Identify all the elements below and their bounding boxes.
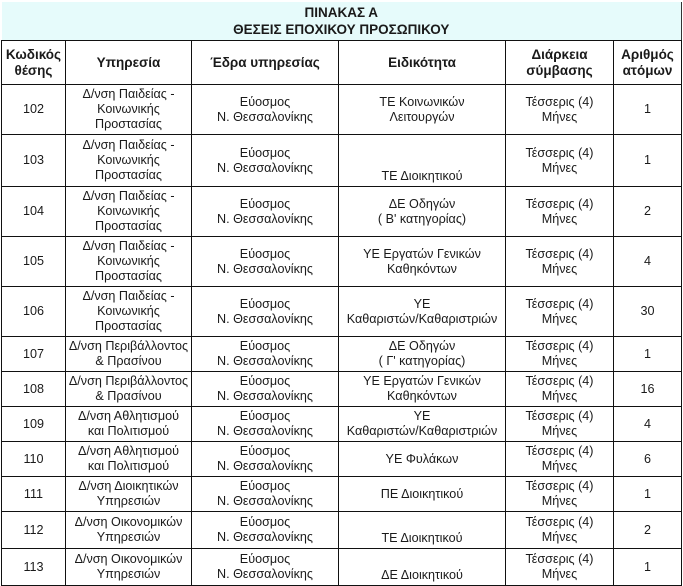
cell-service-text: Δ/νση Παιδείας - Κοινωνικής Προστασίας: [82, 189, 175, 233]
cell-count: [614, 187, 682, 237]
table-row: [2, 135, 682, 187]
cell-duration-text: Τέσσερις (4) Μήνες: [525, 296, 594, 326]
cell-duration-text: Τέσσερις (4) Μήνες: [525, 479, 594, 508]
cell-seat: [192, 477, 339, 512]
cell-duration-text: Τέσσερις (4) Μήνες: [525, 444, 594, 473]
cell-count-text: 2: [644, 522, 652, 537]
cell-seat-text: Εύοσμος Ν. Θεσσαλονίκης: [217, 552, 313, 581]
cell-seat-text: Εύοσμος Ν. Θεσσαλονίκης: [217, 515, 313, 544]
cell-code-text: 112: [23, 522, 44, 537]
cell-seat-text: Εύοσμος Ν. Θεσσαλονίκης: [217, 374, 313, 403]
cell-code: [2, 477, 66, 512]
cell-service: [66, 135, 192, 187]
cell-specialty: [339, 135, 506, 187]
cell-service: [66, 337, 192, 372]
cell-seat-text: Εύοσμος Ν. Θεσσαλονίκης: [217, 296, 313, 326]
table-row: [2, 477, 682, 512]
column-header-row: [2, 41, 682, 85]
cell-specialty: [339, 287, 506, 337]
cell-count-text: 1: [644, 153, 652, 167]
cell-service: [66, 407, 192, 442]
cell-count: [614, 287, 682, 337]
cell-code: [2, 187, 66, 237]
cell-specialty: [339, 407, 506, 442]
cell-duration-text: Τέσσερις (4) Μήνες: [525, 145, 594, 175]
cell-seat-text: Εύοσμος Ν. Θεσσαλονίκης: [217, 246, 313, 276]
cell-count-text: 6: [644, 451, 652, 466]
cell-duration: [506, 512, 614, 549]
cell-seat: [192, 237, 339, 287]
table-row: [2, 85, 682, 135]
table-row: [2, 442, 682, 477]
cell-duration-text: Τέσσερις (4) Μήνες: [525, 246, 594, 276]
table-title: [2, 2, 682, 41]
cell-count: [614, 237, 682, 287]
cell-specialty-text: ΠΕ Διοικητικού: [380, 486, 464, 501]
cell-code: [2, 85, 66, 135]
cell-code-text: 105: [22, 254, 44, 268]
cell-specialty-text: ΥΕ Εργατών Γενικών Καθηκόντων: [363, 374, 481, 403]
cell-count-text: 1: [644, 102, 652, 116]
cell-specialty-text: ΤΕ Διοικητικού: [381, 169, 463, 183]
cell-seat: [192, 407, 339, 442]
cell-code-text: 106: [22, 304, 44, 318]
cell-seat: [192, 512, 339, 549]
col-header-specialty-label: Ειδικότητα: [388, 54, 456, 70]
cell-seat-text: Εύοσμος Ν. Θεσσαλονίκης: [217, 339, 313, 368]
cell-specialty: [339, 372, 506, 407]
cell-duration: [506, 337, 614, 372]
table-row: [2, 237, 682, 287]
cell-specialty: [339, 187, 506, 237]
cell-count-text: 2: [644, 204, 652, 218]
cell-service-text: Δ/νση Περιβάλλοντος & Πρασίνου: [68, 374, 189, 403]
seasonal-staff-table-container: [1, 2, 682, 586]
col-header-count: [614, 41, 682, 85]
table-title-row: [2, 2, 682, 41]
cell-duration: [506, 549, 614, 586]
cell-service: [66, 512, 192, 549]
cell-count: [614, 407, 682, 442]
cell-seat: [192, 287, 339, 337]
table-row: [2, 372, 682, 407]
cell-count-text: 1: [644, 346, 652, 361]
cell-seat: [192, 187, 339, 237]
col-header-code: [2, 41, 66, 85]
table-row: [2, 549, 682, 586]
cell-specialty-text: ΔΕ Διοικητικού: [381, 568, 463, 582]
cell-code-text: 108: [22, 381, 44, 396]
table-row: [2, 187, 682, 237]
cell-code: [2, 407, 66, 442]
col-header-service-label: Υπηρεσία: [96, 54, 161, 70]
cell-service-text: Δ/νση Οικονομικών Υπηρεσιών: [74, 515, 183, 544]
cell-seat-text: Εύοσμος Ν. Θεσσαλονίκης: [217, 409, 313, 438]
cell-count: [614, 135, 682, 187]
table-row: [2, 287, 682, 337]
cell-count-text: 4: [644, 416, 652, 431]
cell-code-text: 104: [22, 204, 44, 218]
cell-service: [66, 442, 192, 477]
col-header-seat-label: Έδρα υπηρεσίας: [210, 54, 320, 70]
cell-service: [66, 287, 192, 337]
cell-specialty-text: ΔΕ Οδηγών ( Β' κατηγορίας): [377, 196, 467, 226]
cell-service-text: Δ/νση Διοικητικών Υπηρεσιών: [78, 479, 179, 508]
cell-duration-text: Τέσσερις (4) Μήνες: [525, 196, 594, 226]
cell-code: [2, 337, 66, 372]
cell-specialty: [339, 442, 506, 477]
cell-specialty-text: ΥΕ Καθαριστών/Καθαριστριών: [346, 296, 498, 326]
cell-code-text: 110: [23, 451, 44, 466]
seasonal-staff-table: [1, 2, 682, 586]
cell-code: [2, 237, 66, 287]
cell-duration: [506, 135, 614, 187]
cell-seat: [192, 337, 339, 372]
cell-seat: [192, 549, 339, 586]
cell-service-text: Δ/νση Παιδείας - Κοινωνικής Προστασίας: [82, 289, 175, 333]
cell-duration-text: Τέσσερις (4) Μήνες: [525, 552, 594, 581]
cell-specialty: [339, 512, 506, 549]
col-header-code-label: Κωδικός θέσης: [5, 46, 62, 78]
cell-duration: [506, 477, 614, 512]
cell-duration-text: Τέσσερις (4) Μήνες: [525, 94, 594, 124]
cell-count-text: 16: [640, 381, 655, 396]
cell-specialty-text: ΔΕ Οδηγών ( Γ' κατηγορίας): [378, 339, 466, 368]
cell-code-text: 107: [22, 346, 44, 361]
table-row: [2, 337, 682, 372]
cell-code-text: 111: [23, 486, 44, 501]
cell-count: [614, 85, 682, 135]
cell-duration-text: Τέσσερις (4) Μήνες: [525, 515, 594, 544]
cell-specialty-text: ΤΕ Διοικητικού: [381, 531, 463, 545]
cell-code-text: 109: [22, 416, 44, 431]
cell-code: [2, 372, 66, 407]
cell-count-text: 1: [644, 486, 652, 501]
col-header-count-label: Αριθμός ατόμων: [621, 46, 674, 78]
cell-count-text: 1: [644, 559, 652, 574]
cell-specialty-text: ΤΕ Κοινωνικών Λειτουργών: [379, 94, 465, 124]
cell-code: [2, 549, 66, 586]
cell-service: [66, 549, 192, 586]
cell-service-text: Δ/νση Αθλητισμού και Πολιτισμού: [78, 444, 179, 473]
cell-service-text: Δ/νση Παιδείας - Κοινωνικής Προστασίας: [82, 138, 175, 182]
cell-duration: [506, 407, 614, 442]
cell-service-text: Δ/νση Παιδείας - Κοινωνικής Προστασίας: [82, 239, 175, 283]
cell-count: [614, 549, 682, 586]
cell-code: [2, 287, 66, 337]
cell-duration-text: Τέσσερις (4) Μήνες: [525, 409, 594, 438]
table-title-line2: ΘΕΣΕΙΣ ΕΠΟΧΙΚΟΥ ΠΡΟΣΩΠΙΚΟΥ: [233, 22, 450, 37]
cell-service-text: Δ/νση Παιδείας - Κοινωνικής Προστασίας: [82, 87, 175, 131]
cell-duration: [506, 372, 614, 407]
cell-specialty-text: ΥΕ Εργατών Γενικών Καθηκόντων: [363, 246, 481, 276]
cell-code: [2, 135, 66, 187]
cell-service: [66, 85, 192, 135]
cell-specialty: [339, 237, 506, 287]
cell-count: [614, 442, 682, 477]
table-title-line1: ΠΙΝΑΚΑΣ Α: [304, 5, 379, 20]
cell-service: [66, 372, 192, 407]
cell-count: [614, 512, 682, 549]
cell-specialty: [339, 549, 506, 586]
cell-service-text: Δ/νση Οικονομικών Υπηρεσιών: [74, 552, 183, 581]
cell-service: [66, 187, 192, 237]
cell-service-text: Δ/νση Αθλητισμού και Πολιτισμού: [78, 409, 179, 438]
cell-service: [66, 477, 192, 512]
cell-duration: [506, 237, 614, 287]
col-header-specialty: [339, 41, 506, 85]
table-body: [2, 85, 682, 586]
col-header-duration-label: Διάρκεια σύμβασης: [526, 46, 593, 78]
col-header-seat: [192, 41, 339, 85]
table-row: [2, 512, 682, 549]
cell-code-text: 113: [23, 559, 44, 574]
cell-count-text: 4: [644, 254, 652, 268]
cell-code: [2, 512, 66, 549]
cell-count: [614, 372, 682, 407]
cell-seat-text: Εύοσμος Ν. Θεσσαλονίκης: [217, 479, 313, 508]
cell-code-text: 102: [22, 102, 44, 116]
cell-code: [2, 442, 66, 477]
cell-specialty-text: ΥΕ Καθαριστών/Καθαριστριών: [346, 409, 498, 438]
cell-specialty: [339, 337, 506, 372]
cell-duration: [506, 287, 614, 337]
cell-seat-text: Εύοσμος Ν. Θεσσαλονίκης: [217, 94, 313, 124]
col-header-duration: [506, 41, 614, 85]
cell-duration: [506, 85, 614, 135]
cell-service: [66, 237, 192, 287]
cell-specialty: [339, 85, 506, 135]
cell-seat-text: Εύοσμος Ν. Θεσσαλονίκης: [217, 444, 313, 473]
cell-duration: [506, 442, 614, 477]
cell-duration: [506, 187, 614, 237]
cell-seat-text: Εύοσμος Ν. Θεσσαλονίκης: [217, 196, 313, 226]
cell-duration-text: Τέσσερις (4) Μήνες: [525, 339, 594, 368]
cell-seat: [192, 442, 339, 477]
cell-count-text: 30: [640, 304, 655, 318]
cell-code-text: 103: [22, 153, 44, 167]
cell-service-text: Δ/νση Περιβάλλοντος & Πρασίνου: [68, 339, 189, 368]
cell-seat-text: Εύοσμος Ν. Θεσσαλονίκης: [217, 145, 313, 175]
col-header-service: [66, 41, 192, 85]
cell-count: [614, 337, 682, 372]
cell-seat: [192, 372, 339, 407]
cell-specialty-text: ΥΕ Φυλάκων: [385, 451, 459, 466]
table-row: [2, 407, 682, 442]
cell-duration-text: Τέσσερις (4) Μήνες: [525, 374, 594, 403]
cell-seat: [192, 135, 339, 187]
cell-count: [614, 477, 682, 512]
cell-seat: [192, 85, 339, 135]
cell-specialty: [339, 477, 506, 512]
